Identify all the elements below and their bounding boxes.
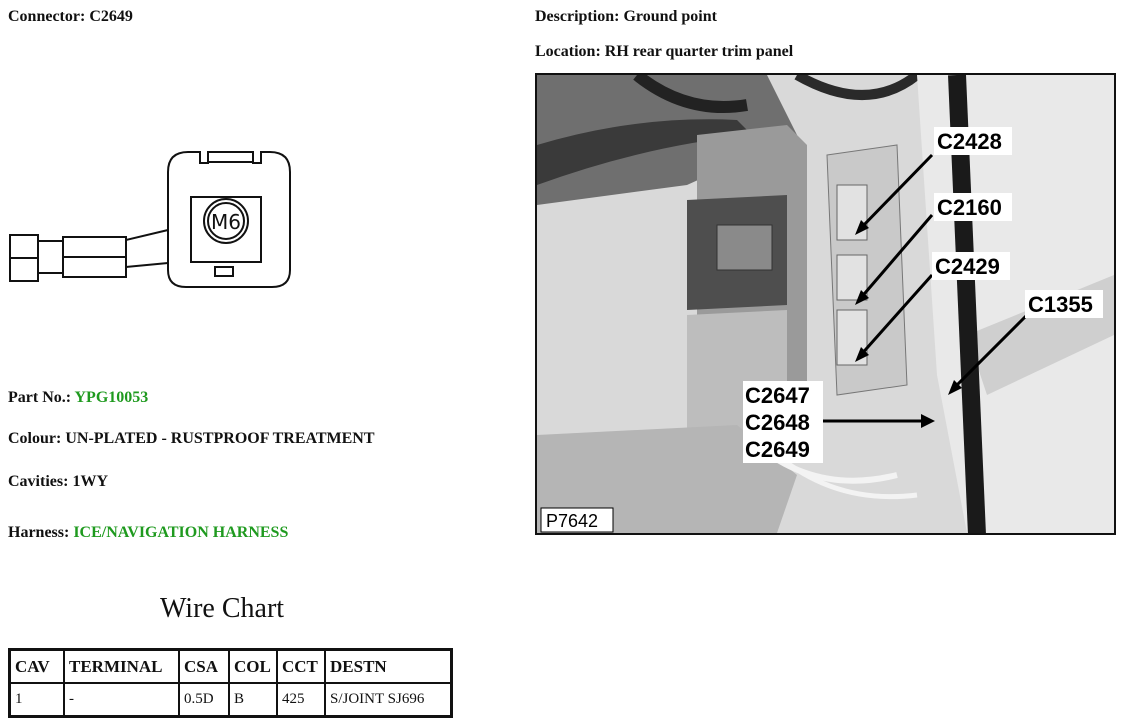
cell-destn: S/JOINT SJ696 bbox=[325, 683, 452, 717]
connector-line bbox=[8, 8, 133, 26]
callout-c1355: C1355 bbox=[1028, 292, 1093, 317]
description-value: Ground point bbox=[623, 8, 717, 25]
cell-terminal: - bbox=[64, 683, 179, 717]
table-row bbox=[10, 683, 452, 717]
description-label: Description: bbox=[535, 8, 620, 25]
location-photo bbox=[535, 73, 1116, 535]
location-line bbox=[535, 43, 793, 61]
callout-c2649: C2649 bbox=[745, 437, 810, 462]
header-col: COL bbox=[229, 650, 277, 684]
stud-label: M6 bbox=[211, 210, 241, 234]
harness-label: Harness: bbox=[8, 524, 70, 541]
callout-c2648: C2648 bbox=[745, 410, 810, 435]
callout-c2160: C2160 bbox=[937, 195, 1002, 220]
cell-col: B bbox=[229, 683, 277, 717]
header-destn: DESTN bbox=[325, 650, 452, 684]
connector-label: Connector: bbox=[8, 8, 86, 25]
header-cct: CCT bbox=[277, 650, 325, 684]
wire-chart-title: Wire Chart bbox=[160, 593, 285, 624]
cell-cav: 1 bbox=[10, 683, 65, 717]
cell-cct: 425 bbox=[277, 683, 325, 717]
header-terminal: TERMINAL bbox=[64, 650, 179, 684]
cavities-line bbox=[8, 473, 108, 491]
colour-label: Colour: bbox=[8, 430, 62, 447]
part-label: Part No.: bbox=[8, 389, 72, 406]
cavities-value: 1WY bbox=[72, 473, 108, 490]
harness-value: ICE/NAVIGATION HARNESS bbox=[73, 524, 289, 541]
harness-line bbox=[8, 524, 288, 542]
description-line bbox=[535, 8, 717, 26]
header-cav: CAV bbox=[10, 650, 65, 684]
table-header-row bbox=[10, 650, 452, 684]
header-csa: CSA bbox=[179, 650, 229, 684]
part-line bbox=[8, 389, 148, 407]
part-value: YPG10053 bbox=[74, 389, 149, 406]
cavities-label: Cavities: bbox=[8, 473, 69, 490]
photo-reference: P7642 bbox=[546, 511, 599, 531]
connector-drawing bbox=[8, 145, 293, 295]
callout-c2429: C2429 bbox=[935, 254, 1000, 279]
callout-c2647: C2647 bbox=[745, 383, 810, 408]
colour-value: UN-PLATED - RUSTPROOF TREATMENT bbox=[65, 430, 375, 447]
location-value: RH rear quarter trim panel bbox=[604, 43, 794, 60]
location-label: Location: bbox=[535, 43, 601, 60]
cell-csa: 0.5D bbox=[179, 683, 229, 717]
callout-c2428: C2428 bbox=[937, 129, 1002, 154]
wire-chart-table bbox=[8, 648, 453, 718]
connector-value: C2649 bbox=[89, 8, 133, 25]
colour-line bbox=[8, 430, 375, 448]
